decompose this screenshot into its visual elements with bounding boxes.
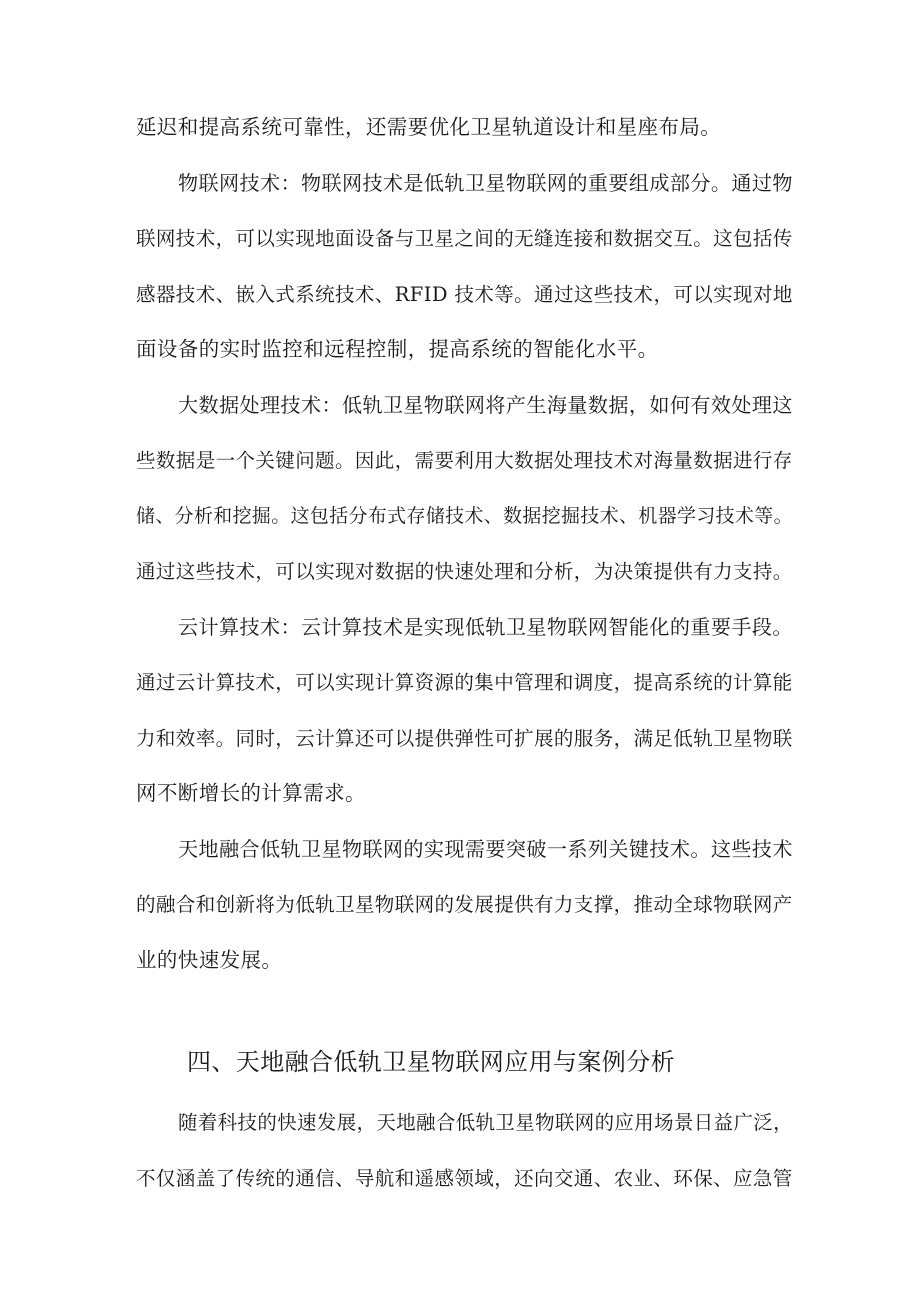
text-line: 的融合和创新将为低轨卫星物联网的发展提供有力支撑，推动全球物联网产 bbox=[136, 893, 793, 916]
text-line: 感器技术、嵌入式系统技术、RFID 技术等。通过这些技术，可以实现对地 bbox=[136, 282, 793, 306]
text-line: 储、分析和挖掘。这包括分布式存储技术、数据挖掘技术、机器学习技术等。 bbox=[136, 504, 793, 527]
text-line: 网不断增长的计算需求。 bbox=[136, 781, 366, 805]
paragraph-big-data-line: 大数据处理技术：低轨卫星物联网将产生海量数据，如何有效处理这 bbox=[178, 392, 793, 417]
text-line: 力和效率。同时，云计算还可以提供弹性可扩展的服务，满足低轨卫星物联 bbox=[136, 726, 793, 750]
text-line: 联网技术，可以实现地面设备与卫星之间的无缝连接和数据交互。这包括传 bbox=[136, 227, 793, 250]
text-line: 延迟和提高系统可靠性，还需要优化卫星轨道设计和星座布局。 bbox=[136, 115, 722, 139]
text-line: 通过云计算技术，可以实现计算资源的集中管理和调度，提高系统的计算能 bbox=[136, 671, 793, 694]
text-line: 通过这些技术，可以实现对数据的快速处理和分析，为决策提供有力支持。 bbox=[136, 560, 793, 583]
text-line: 不仅涵盖了传统的通信、导航和遥感领域，还向交通、农业、环保、应急管 bbox=[136, 1166, 793, 1190]
paragraph-applications-line: 随着科技的快速发展，天地融合低轨卫星物联网的应用场景日益广泛， bbox=[178, 1111, 793, 1134]
text-line: 面设备的实时监控和远程控制，提高系统的智能化水平。 bbox=[136, 337, 659, 361]
body-text-block-2 bbox=[136, 1095, 796, 1206]
text-line: 些数据是一个关键问题。因此，需要利用大数据处理技术对海量数据进行存 bbox=[136, 449, 793, 472]
text-line: 业的快速发展。 bbox=[136, 947, 283, 972]
paragraph-summary-line: 天地融合低轨卫星物联网的实现需要突破一系列关键技术。这些技术 bbox=[178, 836, 793, 861]
section-heading: 四、天地融合低轨卫星物联网应用与案例分析 bbox=[187, 1048, 675, 1076]
paragraph-cloud-computing-line: 云计算技术：云计算技术是实现低轨卫星物联网智能化的重要手段。 bbox=[178, 614, 793, 639]
paragraph-iot-tech-line: 物联网技术：物联网技术是低轨卫星物联网的重要组成部分。通过物 bbox=[178, 170, 793, 195]
body-text-block bbox=[136, 100, 796, 988]
